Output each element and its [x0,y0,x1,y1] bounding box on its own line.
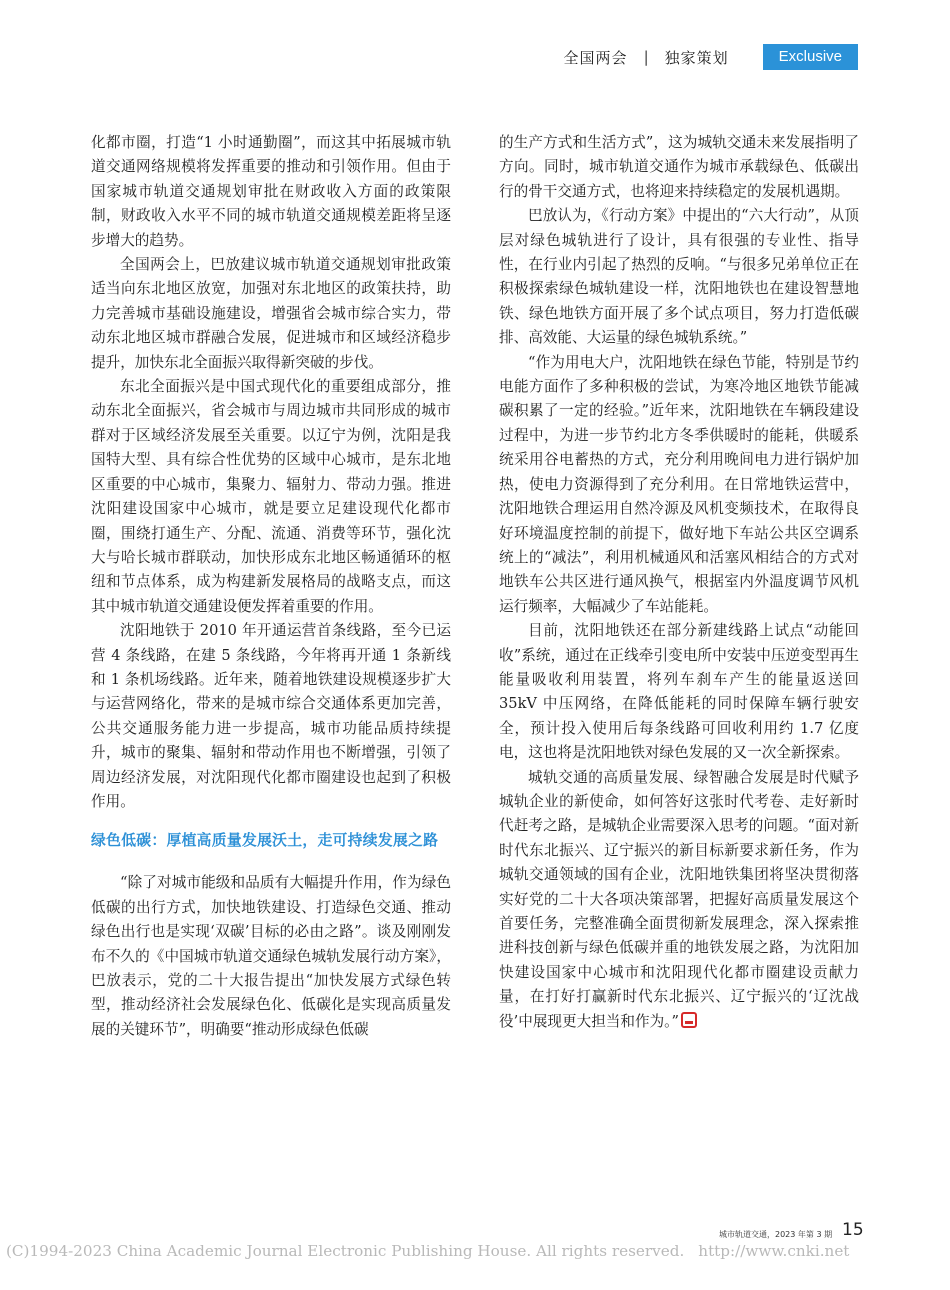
left-column [91,131,451,1042]
cnki-url: http://www.cnki.net [698,1242,850,1260]
paragraph: 的生产方式和生活方式”，这为城轨交通未来发展指明了方向。同时，城市轨道交通作为城市承载绿色、低碳出行的骨干交通方式，也将迎来持续稳定的发展机遇期。 [499,134,859,200]
paragraph: 化都市圈，打造“1 小时通勤圈”，而这其中拓展城市轨道交通网络规模将发挥重要的推动和引领作用。但由于国家城市轨道交通规划审批在财政收入方面的政策限制，财政收入水平不同的城市轨道交通规模差距将呈逐步增大的趋势。 [91,134,451,249]
paragraph: 目前，沈阳地铁还在部分新建线路上试点“动能回收”系统，通过在正线牵引变电所中安装中压逆变型再生能量吸收利用装置，将列车刹车产生的能量返送回 35kV 中压网络，在降低能耗的同时保障车辆行驶安全，预计投入使用后每条线路可回收利用约 1.7 亿度电，这也将是沈阳地铁对绿色发展的又一次全新探索。 [499,622,859,762]
page-number: 15 [842,1220,864,1240]
section-spacer [91,854,451,871]
exclusive-badge: Exclusive [763,44,858,70]
article-end-icon [681,1012,697,1028]
section-heading: 绿色低碳：厚植高质量发展沃土，走可持续发展之路 [91,832,439,850]
paragraph: “作为用电大户，沈阳地铁在绿色节能，特别是节约电能方面作了多种积极的尝试，为寒冷地区地铁节能减碳积累了一定的经验。”近年来，沈阳地铁在车辆段建设过程中，为进一步节约北方冬季供暖时的能耗，供暖系统采用谷电蓄热的方式，充分利用晚间电力进行锅炉加热，使电力资源得到了充分利用。在日常地铁运营中，沈阳地铁合理运用自然冷源及风机变频技术，在取得良好环境温度控制的前提下，做好地下车站公共区空调系统上的“减法”，利用机械通风和活塞风相结合的方式对地铁车公共区进行通风换气，根据室内外温度调节风机运行频率，大幅减少了车站能耗。 [499,353,859,615]
paragraph: 东北全面振兴是中国式现代化的重要组成部分，推动东北全面振兴，省会城市与周边城市共同形成的城市群对于区域经济发展至关重要。以辽宁为例，沈阳是我国特大型、具有综合性优势的区域中心城市，是东北地区重要的中心城市，集聚力、辐射力、带动力强。推进沈阳建设国家中心城市，就是要立足建设现代化都市圈，围绕打通生产、分配、流通、消费等环节，强化沈大与哈长城市群联动，加快形成东北地区畅通循环的枢纽和节点体系，成为构建新发展格局的战略支点，而这其中城市轨道交通建设便发挥着重要的作用。 [91,378,451,615]
paragraph: 全国两会上，巴放建议城市轨道交通规划审批政策适当向东北地区放宽，加强对东北地区的政策扶持，助力完善城市基础设施建设，增强省会城市综合实力，带动东北地区城市群融合发展，促进城市和区域经济稳步提升，加快东北全面振兴取得新突破的步伐。 [91,256,451,371]
paragraph-final [499,766,859,1034]
page-header [564,44,858,70]
right-column [499,131,859,1034]
copyright-watermark [6,1242,849,1260]
paragraph: 巴放认为，《行动方案》中提出的“六大行动”，从顶层对绿色城轨进行了设计，具有很强的专业性、指导性，在行业内引起了热烈的反响。“与很多兄弟单位正在积极探索绿色城轨建设一样，沈阳地铁也在建设智慧地铁、绿色地铁方面开展了多个试点项目，努力打造低碳排、高效能、大运量的绿色城轨系统。” [499,207,859,347]
header-separator: | [643,48,649,66]
header-section: 全国两会 [563,48,628,67]
journal-info: 城市轨道交通，2023 年第 3 期 [719,1230,833,1239]
paragraph: 沈阳地铁于 2010 年开通运营首条线路，至今已运营 4 条线路，在建 5 条线路，今年将再开通 1 条新线和 1 条机场线路。近年来，随着地铁建设规模逐步扩大与运营网络化，带来的是城市综合交通体系更加完善，公共交通服务能力进一步提高，城市功能品质持续提升，城市的聚集、辐射和带动作用也不断增强，引领了周边经济发展，对沈阳现代化都市圈建设也起到了积极作用。 [91,622,451,810]
copyright-text: (C)1994-2023 China Academic Journal Electronic Publishing House. All rights reserved. [6,1242,685,1260]
header-column: 独家策划 [664,48,729,67]
paragraph-final-text: 城轨交通的高质量发展、绿智融合发展是时代赋予城轨企业的新使命，如何答好这张时代考卷、走好新时代赶考之路，是城轨企业需要深入思考的问题。“面对新时代东北振兴、辽宁振兴的新目标新要求新任务，作为城轨交通领域的国有企业，沈阳地铁集团将坚决贯彻落实好党的二十大各项决策部署，把握好高质量发展这个首要任务，完整准确全面贯彻新发展理念，深入探索推进科技创新与绿色低碳并重的地铁发展之路，为沈阳加快建设国家中心城市和沈阳现代化都市圈建设贡献力量，在打好打赢新时代东北振兴、辽宁振兴的‘辽沈战役’中展现更大担当和作为。” [499,768,859,1030]
paragraph: “除了对城市能级和品质有大幅提升作用，作为绿色低碳的出行方式，加快地铁建设、打造绿色交通、推动绿色出行也是实现‘双碳’目标的必由之路”。谈及刚刚发布不久的《中国城市轨道交通绿色城轨发展行动方案》，巴放表示，党的二十大报告提出“加快发展方式绿色转型，推动经济社会发展绿色化、低碳化是实现高质量发展的关键环节”，明确要“推动形成绿色低碳 [91,874,451,1038]
